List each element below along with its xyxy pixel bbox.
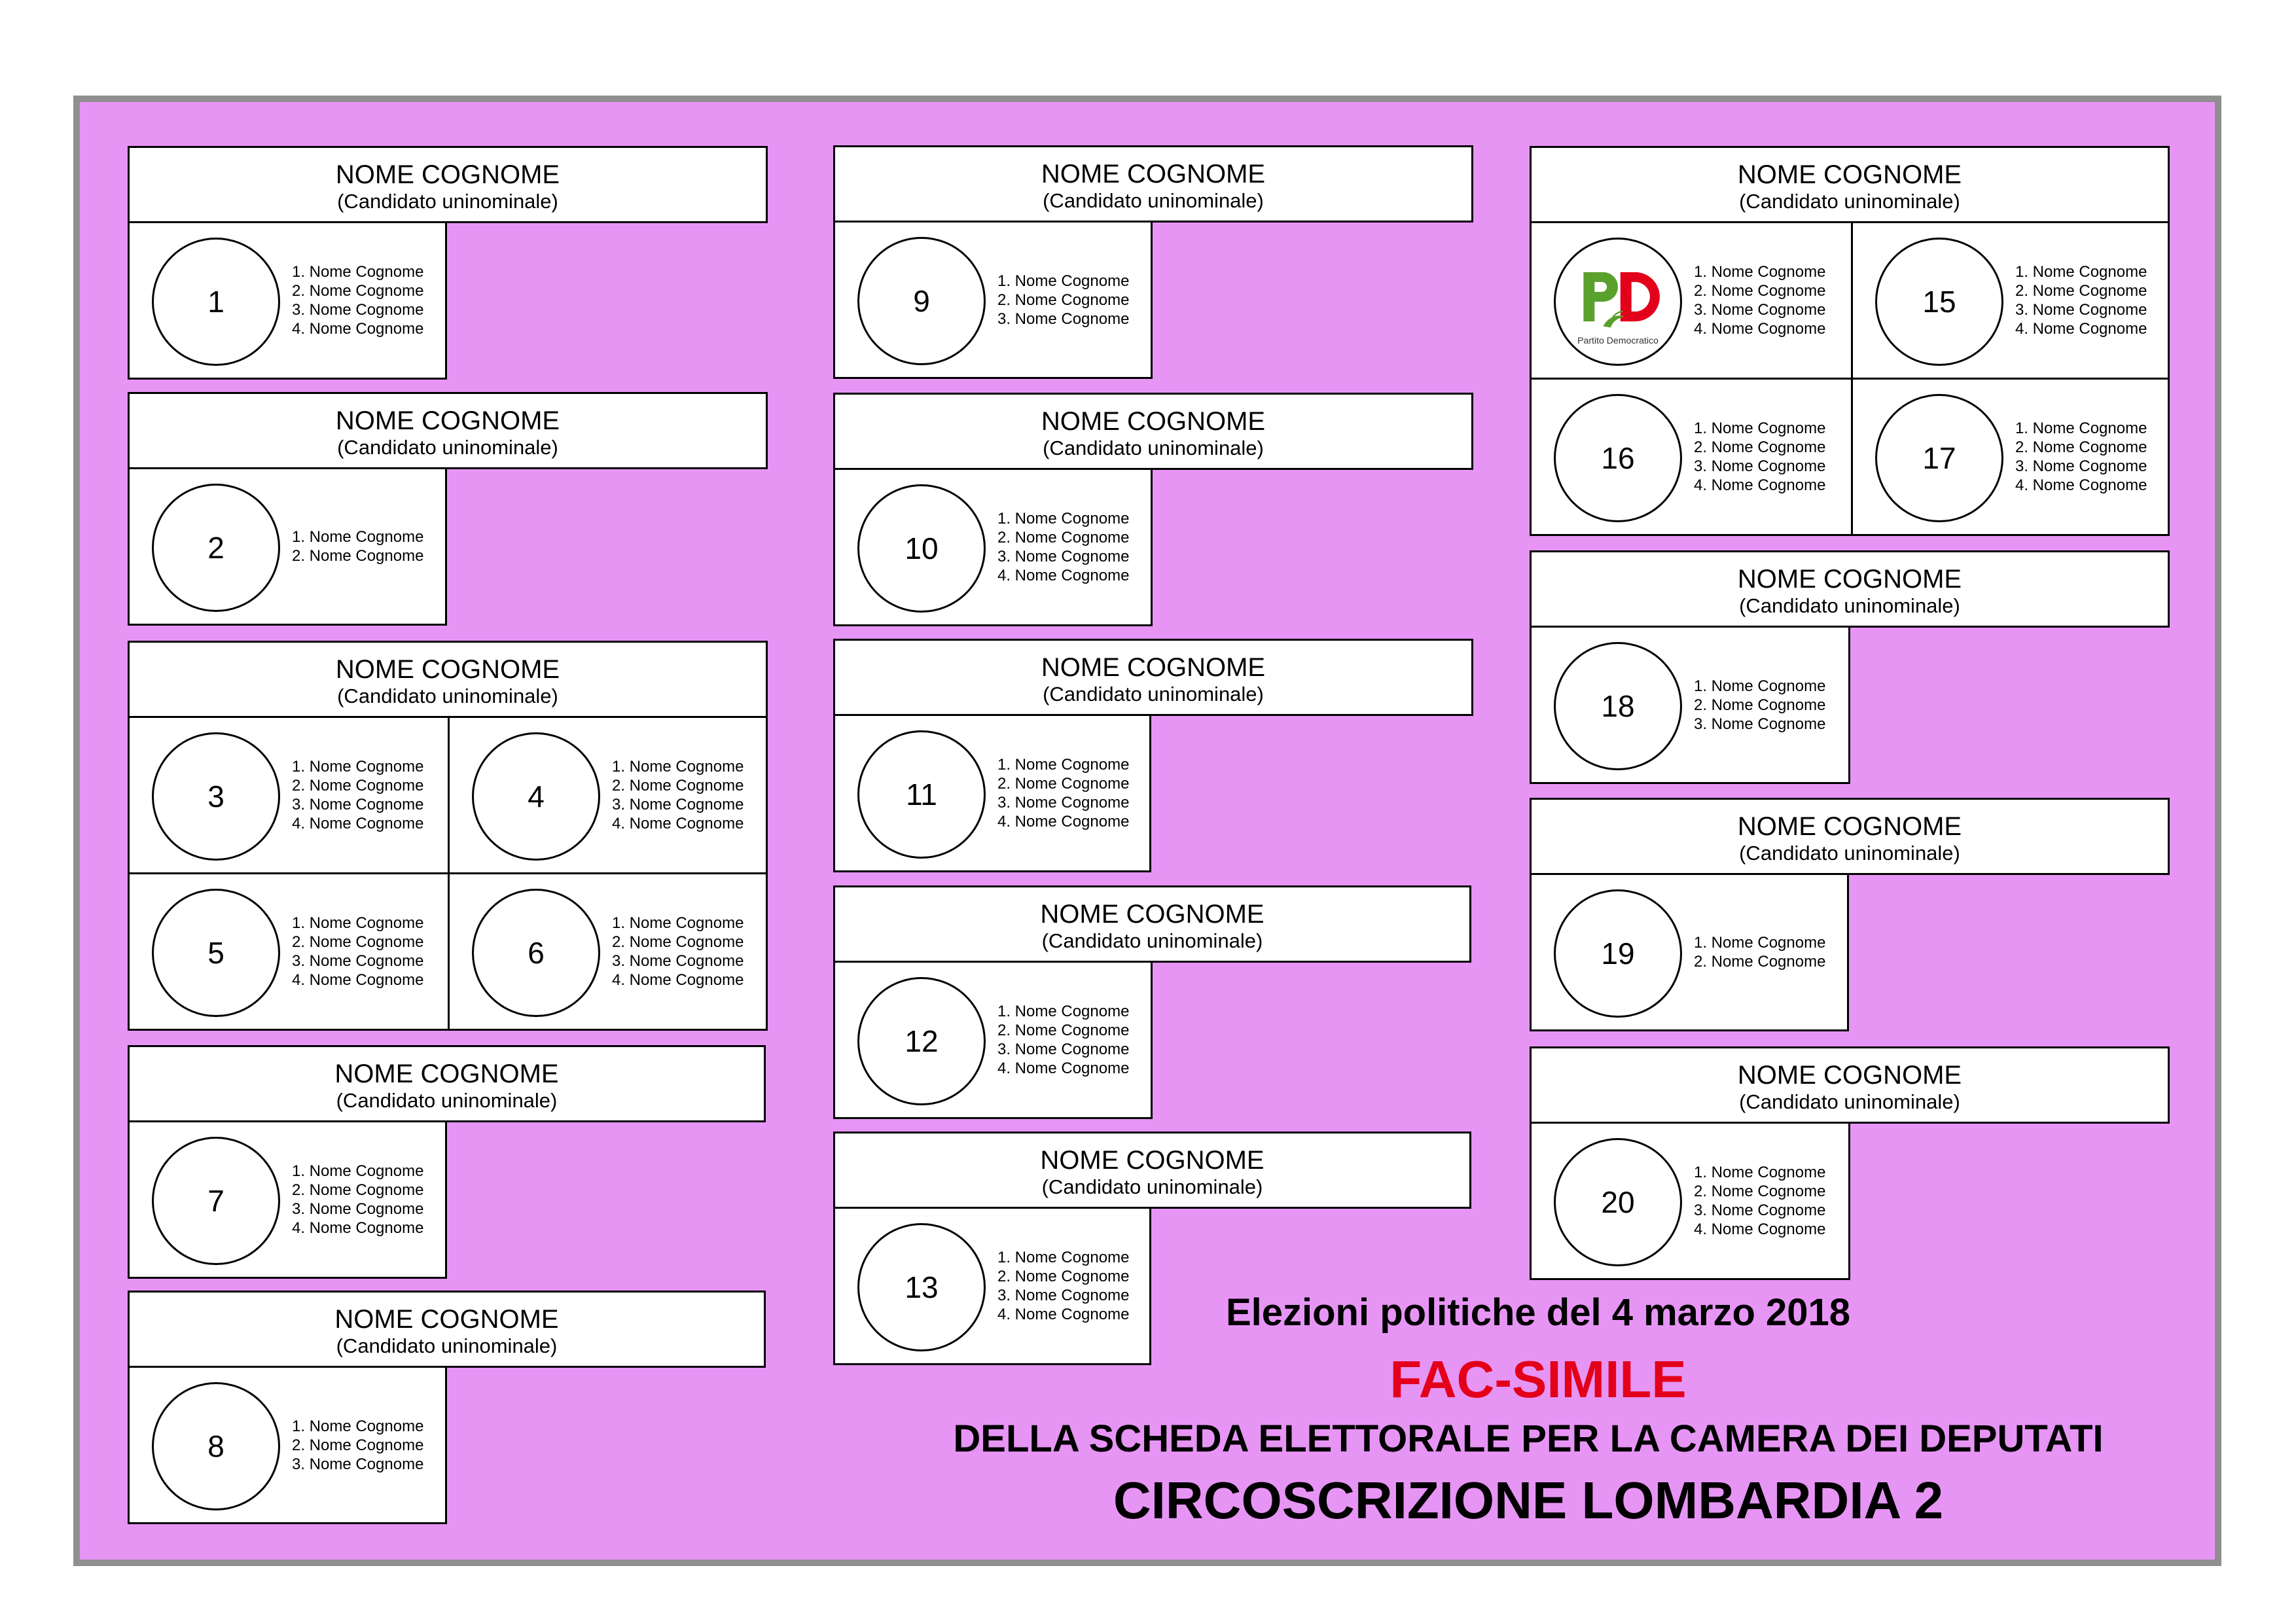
list-candidate-name: 3. Nome Cognome xyxy=(292,952,424,970)
list-candidate-name: 1. Nome Cognome xyxy=(997,510,1130,527)
list-candidates xyxy=(1694,875,1825,1029)
list-box-20 xyxy=(1530,1122,1850,1280)
list-candidate-name: 4. Nome Cognome xyxy=(2015,320,2147,338)
list-candidate-name: 1. Nome Cognome xyxy=(292,914,424,932)
list-symbol-11[interactable]: 11 xyxy=(857,730,986,859)
list-candidate-name: 2. Nome Cognome xyxy=(2015,282,2147,300)
list-candidate-name: 3. Nome Cognome xyxy=(1694,301,1826,319)
list-box-18 xyxy=(1530,626,1850,784)
list-candidate-name: 3. Nome Cognome xyxy=(1694,1202,1826,1219)
candidate-role: (Candidato uninominale) xyxy=(1739,594,1960,617)
list-candidates xyxy=(1694,1124,1825,1278)
candidate-name: NOME COGNOME xyxy=(1737,565,1962,594)
list-candidate-name: 2. Nome Cognome xyxy=(1694,696,1826,714)
candidate-role: (Candidato uninominale) xyxy=(1041,929,1263,952)
candidate-name: NOME COGNOME xyxy=(1041,160,1266,188)
list-candidate-name: 4. Nome Cognome xyxy=(612,815,744,832)
list-symbol-17[interactable]: 17 xyxy=(1875,394,2003,522)
list-candidate-name: 2. Nome Cognome xyxy=(292,777,424,794)
list-candidate-name: 1. Nome Cognome xyxy=(1694,677,1826,695)
list-candidate-name: 3. Nome Cognome xyxy=(997,1287,1130,1304)
list-symbol-5[interactable]: 5 xyxy=(152,889,280,1017)
list-candidate-name: 2. Nome Cognome xyxy=(292,933,424,951)
candidate-role: (Candidato uninominale) xyxy=(1041,1175,1263,1198)
list-candidate-name: 2. Nome Cognome xyxy=(612,777,744,794)
list-symbol-16[interactable]: 16 xyxy=(1554,394,1682,522)
list-candidates xyxy=(997,223,1129,377)
list-symbol-1[interactable]: 1 xyxy=(152,238,280,366)
candidate-name: NOME COGNOME xyxy=(334,1305,559,1334)
list-candidate-name: 4. Nome Cognome xyxy=(292,320,424,338)
list-candidates xyxy=(292,1122,423,1277)
list-candidate-name: 2. Nome Cognome xyxy=(292,547,424,565)
list-candidate-name: 1. Nome Cognome xyxy=(2015,263,2147,281)
list-symbol-8[interactable]: 8 xyxy=(152,1382,280,1510)
list-candidate-name: 2. Nome Cognome xyxy=(612,933,744,951)
candidate-name: NOME COGNOME xyxy=(1041,407,1266,436)
list-candidate-name: 2. Nome Cognome xyxy=(292,1181,424,1199)
candidate-name: NOME COGNOME xyxy=(1737,1061,1962,1090)
candidate-role: (Candidato uninominale) xyxy=(337,685,558,707)
list-candidate-name: 2. Nome Cognome xyxy=(292,1436,424,1454)
candidate-header[interactable] xyxy=(128,392,768,469)
list-candidate-name: 1. Nome Cognome xyxy=(1694,263,1826,281)
pd-logo-text: Partito Democratico xyxy=(1577,334,1659,346)
list-symbol-7[interactable]: 7 xyxy=(152,1137,280,1265)
list-symbol-2[interactable]: 2 xyxy=(152,484,280,612)
list-candidate-name: 1. Nome Cognome xyxy=(612,914,744,932)
list-candidate-name: 1. Nome Cognome xyxy=(997,756,1130,774)
list-candidate-name: 1. Nome Cognome xyxy=(612,758,744,776)
list-box-11 xyxy=(833,714,1151,872)
candidate-role: (Candidato uninominale) xyxy=(336,1334,558,1357)
list-candidate-name: 3. Nome Cognome xyxy=(997,310,1130,328)
list-candidates xyxy=(292,1368,423,1522)
list-candidates xyxy=(997,470,1129,624)
candidate-header[interactable] xyxy=(833,885,1471,963)
list-candidate-name: 2. Nome Cognome xyxy=(292,282,424,300)
list-symbol-18[interactable]: 18 xyxy=(1554,642,1682,770)
list-box-7 xyxy=(128,1120,447,1279)
candidate-role: (Candidato uninominale) xyxy=(1043,683,1264,705)
list-candidate-name: 3. Nome Cognome xyxy=(612,796,744,813)
candidate-header[interactable] xyxy=(128,1291,766,1368)
list-symbol-19[interactable]: 19 xyxy=(1554,889,1682,1018)
list-candidates xyxy=(612,874,744,1029)
list-candidate-name: 4. Nome Cognome xyxy=(292,815,424,832)
list-candidate-name: 2. Nome Cognome xyxy=(2015,438,2147,456)
list-candidate-name: 1. Nome Cognome xyxy=(2015,419,2147,437)
list-box-17 xyxy=(1851,378,2170,536)
list-candidate-name: 1. Nome Cognome xyxy=(1694,419,1826,437)
list-candidates xyxy=(997,716,1129,870)
pd-logo-icon xyxy=(1556,240,1679,363)
list-candidate-name: 4. Nome Cognome xyxy=(292,1219,424,1237)
list-symbol-4[interactable]: 4 xyxy=(472,732,600,861)
list-box-10 xyxy=(833,468,1153,626)
candidate-name: NOME COGNOME xyxy=(1041,653,1266,682)
list-candidate-name: 1. Nome Cognome xyxy=(292,758,424,776)
list-candidate-name: 4. Nome Cognome xyxy=(2015,476,2147,494)
list-candidate-name: 3. Nome Cognome xyxy=(997,548,1130,565)
list-candidate-name: 1. Nome Cognome xyxy=(1694,1164,1826,1181)
candidate-name: NOME COGNOME xyxy=(335,160,560,189)
list-candidate-name: 1. Nome Cognome xyxy=(997,1249,1130,1266)
list-box-12 xyxy=(833,961,1153,1119)
list-candidate-name: 3. Nome Cognome xyxy=(1694,457,1826,475)
list-candidate-name: 4. Nome Cognome xyxy=(1694,476,1826,494)
candidate-header[interactable] xyxy=(833,145,1473,223)
candidate-name: NOME COGNOME xyxy=(335,655,560,684)
candidate-role: (Candidato uninominale) xyxy=(1739,190,1960,213)
candidate-name: NOME COGNOME xyxy=(1040,900,1265,929)
list-box-8 xyxy=(128,1366,447,1524)
list-box-13 xyxy=(833,1207,1151,1365)
list-symbol-9[interactable]: 9 xyxy=(857,237,986,365)
list-symbol-20[interactable]: 20 xyxy=(1554,1138,1682,1266)
list-candidate-name: 4. Nome Cognome xyxy=(997,1306,1130,1323)
list-candidates xyxy=(2015,223,2147,378)
candidate-header[interactable] xyxy=(128,146,768,223)
candidate-header[interactable] xyxy=(128,1045,766,1122)
list-candidate-name: 2. Nome Cognome xyxy=(997,1268,1130,1285)
candidate-name: NOME COGNOME xyxy=(1737,812,1962,841)
list-candidate-name: 3. Nome Cognome xyxy=(292,796,424,813)
list-candidate-name: 4. Nome Cognome xyxy=(1694,1221,1826,1238)
list-candidate-name: 1. Nome Cognome xyxy=(292,263,424,281)
list-candidate-name: 4. Nome Cognome xyxy=(997,1060,1130,1077)
list-candidates xyxy=(1694,380,1825,534)
list-box-1 xyxy=(128,221,447,380)
list-candidate-name: 1. Nome Cognome xyxy=(292,528,424,546)
list-candidate-name: 2. Nome Cognome xyxy=(997,529,1130,546)
list-box-16 xyxy=(1530,378,1853,536)
list-symbol-6[interactable]: 6 xyxy=(472,889,600,1017)
list-symbol-13[interactable]: 13 xyxy=(857,1223,986,1351)
candidate-role: (Candidato uninominale) xyxy=(337,436,558,459)
list-candidate-name: 4. Nome Cognome xyxy=(612,971,744,989)
list-box-4 xyxy=(448,716,768,874)
list-candidates xyxy=(2015,380,2147,534)
list-symbol-15[interactable]: 15 xyxy=(1875,238,2003,366)
list-candidates xyxy=(997,1209,1129,1363)
list-candidates xyxy=(292,469,423,624)
list-symbol-12[interactable]: 12 xyxy=(857,977,986,1105)
candidate-name: NOME COGNOME xyxy=(1737,160,1962,189)
candidate-header[interactable] xyxy=(1530,798,2170,875)
list-candidate-name: 3. Nome Cognome xyxy=(612,952,744,970)
candidate-name: NOME COGNOME xyxy=(334,1060,559,1088)
list-box-6 xyxy=(448,872,768,1031)
list-box-2 xyxy=(128,467,447,626)
list-symbol-3[interactable]: 3 xyxy=(152,732,280,861)
list-candidate-name: 3. Nome Cognome xyxy=(2015,301,2147,319)
list-symbol-10[interactable]: 10 xyxy=(857,484,986,613)
list-candidates xyxy=(292,718,423,872)
candidate-role: (Candidato uninominale) xyxy=(1043,437,1264,459)
list-candidate-name: 3. Nome Cognome xyxy=(2015,457,2147,475)
candidate-header[interactable] xyxy=(833,639,1473,716)
candidate-header[interactable] xyxy=(833,393,1473,470)
candidate-header[interactable] xyxy=(833,1132,1471,1209)
list-candidate-name: 1. Nome Cognome xyxy=(292,1162,424,1180)
list-candidate-name: 3. Nome Cognome xyxy=(997,1041,1130,1058)
list-box-15 xyxy=(1851,221,2170,380)
list-box-3 xyxy=(128,716,450,874)
list-box-9 xyxy=(833,221,1153,379)
list-candidate-name: 1. Nome Cognome xyxy=(1694,934,1826,952)
list-candidate-name: 2. Nome Cognome xyxy=(1694,953,1826,971)
list-candidates xyxy=(292,874,423,1029)
list-box-19 xyxy=(1530,873,1849,1031)
facsimile-label: FAC-SIMILE xyxy=(1390,1350,1687,1408)
list-candidate-name: 2. Nome Cognome xyxy=(1694,1183,1826,1200)
list-candidate-name: 4. Nome Cognome xyxy=(997,813,1130,830)
list-candidate-name: 3. Nome Cognome xyxy=(292,1200,424,1218)
list-candidate-name: 2. Nome Cognome xyxy=(997,1022,1130,1039)
list-candidate-name: 3. Nome Cognome xyxy=(997,794,1130,812)
list-candidate-name: 3. Nome Cognome xyxy=(1694,715,1826,733)
list-candidate-name: 1. Nome Cognome xyxy=(997,1003,1130,1020)
list-candidate-name: 3. Nome Cognome xyxy=(292,301,424,319)
candidate-header[interactable] xyxy=(128,641,768,718)
list-candidate-name: 1. Nome Cognome xyxy=(997,272,1130,290)
list-candidate-name: 1. Nome Cognome xyxy=(292,1417,424,1435)
candidate-role: (Candidato uninominale) xyxy=(337,190,558,213)
list-candidate-name: 4. Nome Cognome xyxy=(997,567,1130,584)
ballot-description: DELLA SCHEDA ELETTORALE PER LA CAMERA DEI DEPUTATI xyxy=(953,1418,2104,1460)
candidate-name: NOME COGNOME xyxy=(1040,1146,1265,1175)
candidate-header[interactable] xyxy=(1530,146,2170,223)
candidate-role: (Candidato uninominale) xyxy=(1739,842,1960,865)
list-candidate-name: 2. Nome Cognome xyxy=(997,291,1130,309)
candidate-role: (Candidato uninominale) xyxy=(1043,189,1264,212)
list-candidates xyxy=(292,223,423,378)
election-title: Elezioni politiche del 4 marzo 2018 xyxy=(1225,1291,1851,1334)
list-candidate-name: 4. Nome Cognome xyxy=(1694,320,1826,338)
list-symbol-pd[interactable] xyxy=(1554,238,1682,366)
list-box-5 xyxy=(128,872,450,1031)
candidate-role: (Candidato uninominale) xyxy=(1739,1090,1960,1113)
list-candidates xyxy=(1694,223,1825,378)
list-candidate-name: 3. Nome Cognome xyxy=(292,1455,424,1473)
list-candidates xyxy=(612,718,744,872)
list-box-pd xyxy=(1530,221,1853,380)
list-candidate-name: 2. Nome Cognome xyxy=(1694,438,1826,456)
candidate-header[interactable] xyxy=(1530,550,2170,628)
constituency-title: CIRCOSCRIZIONE LOMBARDIA 2 xyxy=(1113,1471,1944,1529)
list-candidate-name: 4. Nome Cognome xyxy=(292,971,424,989)
candidate-header[interactable] xyxy=(1530,1046,2170,1124)
list-candidates xyxy=(997,963,1129,1117)
candidate-role: (Candidato uninominale) xyxy=(336,1089,558,1112)
list-candidate-name: 2. Nome Cognome xyxy=(1694,282,1826,300)
candidate-name: NOME COGNOME xyxy=(335,406,560,435)
list-candidates xyxy=(1694,628,1825,782)
list-candidate-name: 2. Nome Cognome xyxy=(997,775,1130,793)
